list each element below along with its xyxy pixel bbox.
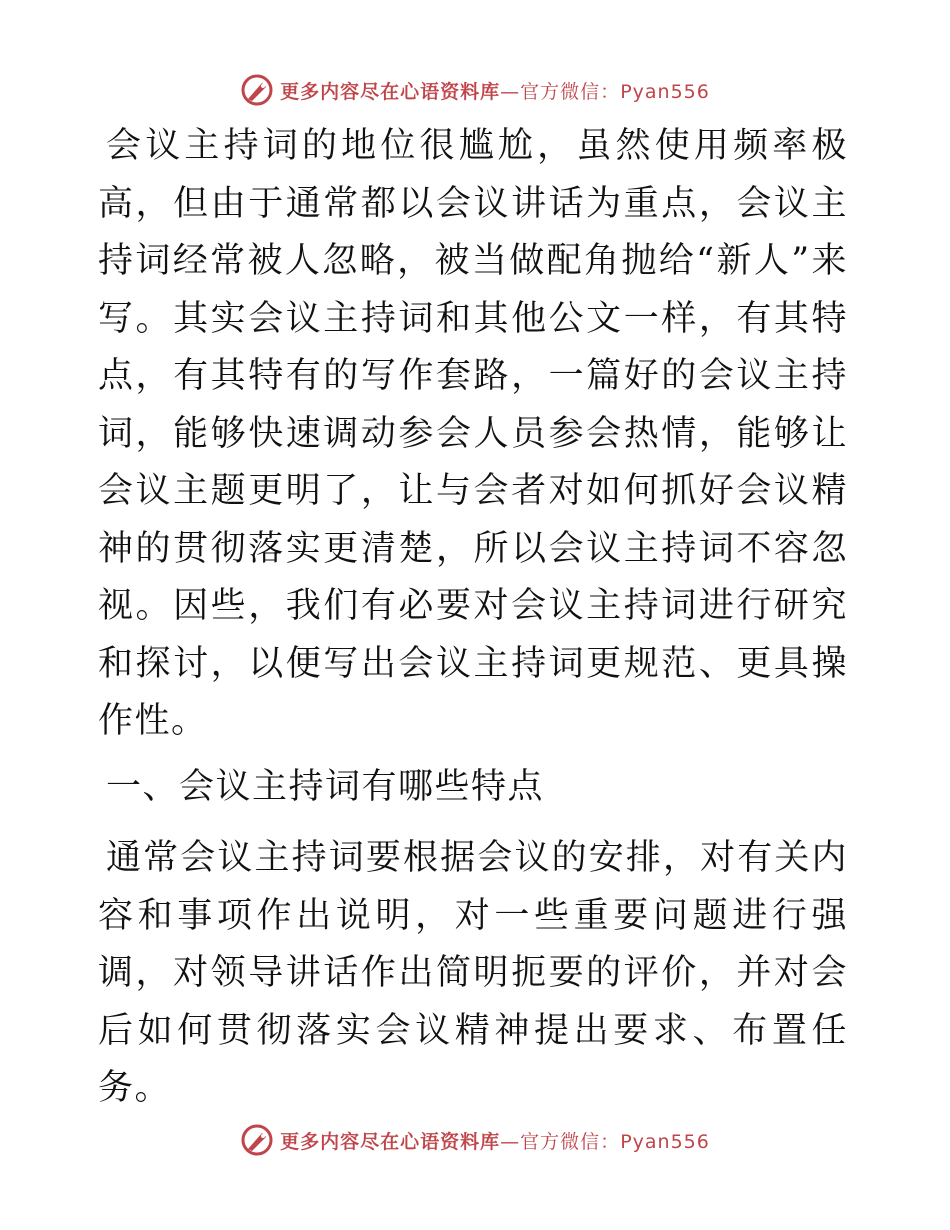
paragraph: 会议主持词的地位很尴尬，虽然使用频率极高，但由于通常都以会议讲话为重点，会议主持词经常被人忽略，被当做配角抛给“新人”来写。其实会议主持词和其他公文一样，有其特点，有其特有的写作套路，一篇好的会议主持词，能够快速调动参会人员参会热情，能够让会议主题更明了，让与会者对如何抓好会议精神的贯彻落实更清楚，所以会议主持词不容忽视。因些，我们有必要对会议主持词进行研究和探讨，以便写出会议主持词更规范、更具操作性。 [98, 126, 848, 741]
header-banner [0, 70, 950, 110]
footer-banner [0, 1120, 950, 1160]
pen-nib-logo-icon [240, 1123, 274, 1157]
section-heading: 一、会议主持词有哪些特点 [106, 766, 545, 807]
banner-text: 更多内容尽在心语资料库—官方微信：Pyan556 [280, 80, 710, 103]
paragraph: 通常会议主持词要根据会议的安排，对有关内容和事项作出说明，对一些重要问题进行强调，对领导讲话作出简明扼要的评价，并对会后如何贯彻落实会议精神提出要求、布置任务。 [98, 838, 848, 1108]
pen-nib-logo-icon [240, 73, 274, 107]
document-body [98, 118, 848, 1118]
banner-text: 更多内容尽在心语资料库—官方微信：Pyan556 [280, 1130, 710, 1153]
